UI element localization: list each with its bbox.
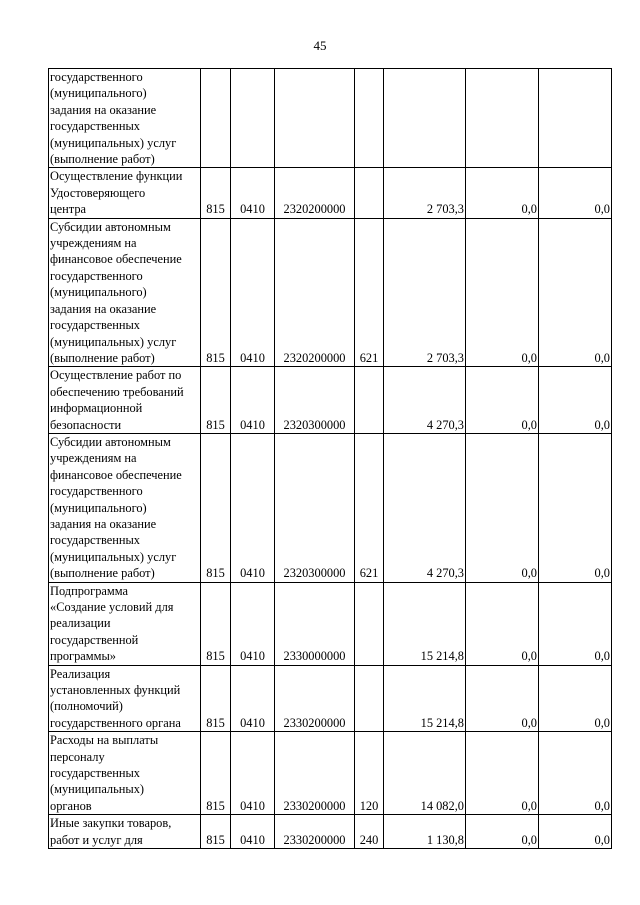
target-article-cell (275, 69, 355, 168)
item-name: Реализация установленных функций (полномочий) государственного органа (50, 666, 181, 730)
target-article-cell: 2330200000 (275, 815, 355, 849)
table-row (49, 815, 612, 849)
target-article-cell: 2320300000 (275, 433, 355, 582)
amount-3-cell: 0,0 (539, 168, 612, 218)
expense-type-cell (355, 582, 384, 665)
target-article-cell: 2320200000 (275, 168, 355, 218)
amount-3-cell: 0,0 (539, 218, 612, 367)
target-article-cell: 2330200000 (275, 732, 355, 815)
ministry-code-cell: 815 (201, 732, 231, 815)
item-name: Субсидии автономным учреждениям на финансовое обеспечение государственного (муниципального) задания на оказание государственных (муниципальных) услуг (выполнение работ) (50, 434, 182, 581)
table-row (49, 69, 612, 168)
item-name-cell (49, 815, 201, 849)
amount-1-cell: 4 270,3 (384, 433, 466, 582)
target-article-cell: 2320300000 (275, 367, 355, 434)
item-name: государственного (муниципального) задания на оказание государственных (муниципальных) услуг (выполнение работ) (50, 70, 177, 167)
item-name-cell (49, 168, 201, 218)
amount-3-cell: 0,0 (539, 732, 612, 815)
amount-2-cell (466, 69, 539, 168)
table-row (49, 433, 612, 582)
item-name: Осуществление работ по обеспечению требований информационной безопасности (50, 368, 184, 432)
amount-1-cell (384, 69, 466, 168)
amount-1-cell: 1 130,8 (384, 815, 466, 849)
section-code-cell: 0410 (231, 168, 275, 218)
ministry-code-cell: 815 (201, 665, 231, 732)
section-code-cell: 0410 (231, 433, 275, 582)
section-code-cell: 0410 (231, 367, 275, 434)
expense-type-cell (355, 367, 384, 434)
budget-table (48, 68, 612, 849)
item-name-cell (49, 665, 201, 732)
amount-2-cell: 0,0 (466, 815, 539, 849)
amount-1-cell: 15 214,8 (384, 665, 466, 732)
table-row (49, 367, 612, 434)
expense-type-cell: 621 (355, 433, 384, 582)
amount-2-cell: 0,0 (466, 582, 539, 665)
section-code-cell: 0410 (231, 732, 275, 815)
ministry-code-cell: 815 (201, 582, 231, 665)
section-code-cell: 0410 (231, 815, 275, 849)
table-row (49, 665, 612, 732)
ministry-code-cell: 815 (201, 433, 231, 582)
amount-1-cell: 14 082,0 (384, 732, 466, 815)
amount-2-cell: 0,0 (466, 665, 539, 732)
expense-type-cell (355, 665, 384, 732)
amount-3-cell: 0,0 (539, 582, 612, 665)
amount-1-cell: 4 270,3 (384, 367, 466, 434)
section-code-cell (231, 69, 275, 168)
target-article-cell: 2330200000 (275, 665, 355, 732)
ministry-code-cell: 815 (201, 218, 231, 367)
target-article-cell: 2320200000 (275, 218, 355, 367)
item-name-cell (49, 367, 201, 434)
item-name-cell (49, 218, 201, 367)
amount-3-cell: 0,0 (539, 367, 612, 434)
amount-2-cell: 0,0 (466, 732, 539, 815)
amount-3-cell: 0,0 (539, 665, 612, 732)
item-name: Иные закупки товаров, работ и услуг для (50, 816, 172, 847)
page-number: 45 (313, 38, 327, 53)
amount-2-cell: 0,0 (466, 168, 539, 218)
section-code-cell: 0410 (231, 218, 275, 367)
amount-2-cell: 0,0 (466, 218, 539, 367)
target-article-cell: 2330000000 (275, 582, 355, 665)
amount-1-cell: 2 703,3 (384, 168, 466, 218)
expense-type-cell: 120 (355, 732, 384, 815)
ministry-code-cell (201, 69, 231, 168)
amount-2-cell: 0,0 (466, 367, 539, 434)
item-name-cell (49, 433, 201, 582)
item-name: Осуществление функции Удостоверяющего центра (50, 169, 183, 217)
item-name-cell (49, 69, 201, 168)
amount-3-cell: 0,0 (539, 815, 612, 849)
amount-3-cell (539, 69, 612, 168)
ministry-code-cell: 815 (201, 367, 231, 434)
expense-type-cell (355, 69, 384, 168)
ministry-code-cell: 815 (201, 815, 231, 849)
section-code-cell: 0410 (231, 582, 275, 665)
amount-2-cell: 0,0 (466, 433, 539, 582)
item-name: Субсидии автономным учреждениям на финансовое обеспечение государственного (муниципального) задания на оказание государственных (муниципальных) услуг (выполнение работ) (50, 219, 182, 365)
amount-3-cell: 0,0 (539, 433, 612, 582)
table-row (49, 732, 612, 815)
expense-type-cell: 621 (355, 218, 384, 367)
item-name-cell (49, 732, 201, 815)
amount-1-cell: 15 214,8 (384, 582, 466, 665)
expense-type-cell: 240 (355, 815, 384, 849)
section-code-cell: 0410 (231, 665, 275, 732)
expense-type-cell (355, 168, 384, 218)
ministry-code-cell: 815 (201, 168, 231, 218)
amount-1-cell: 2 703,3 (384, 218, 466, 367)
item-name: Подпрограмма «Создание условий для реализации государственной программы» (50, 583, 174, 664)
item-name: Расходы на выплаты персоналу государственных (муниципальных) органов (50, 733, 159, 813)
table-row (49, 168, 612, 218)
table-row (49, 582, 612, 665)
table-row (49, 218, 612, 367)
item-name-cell (49, 582, 201, 665)
